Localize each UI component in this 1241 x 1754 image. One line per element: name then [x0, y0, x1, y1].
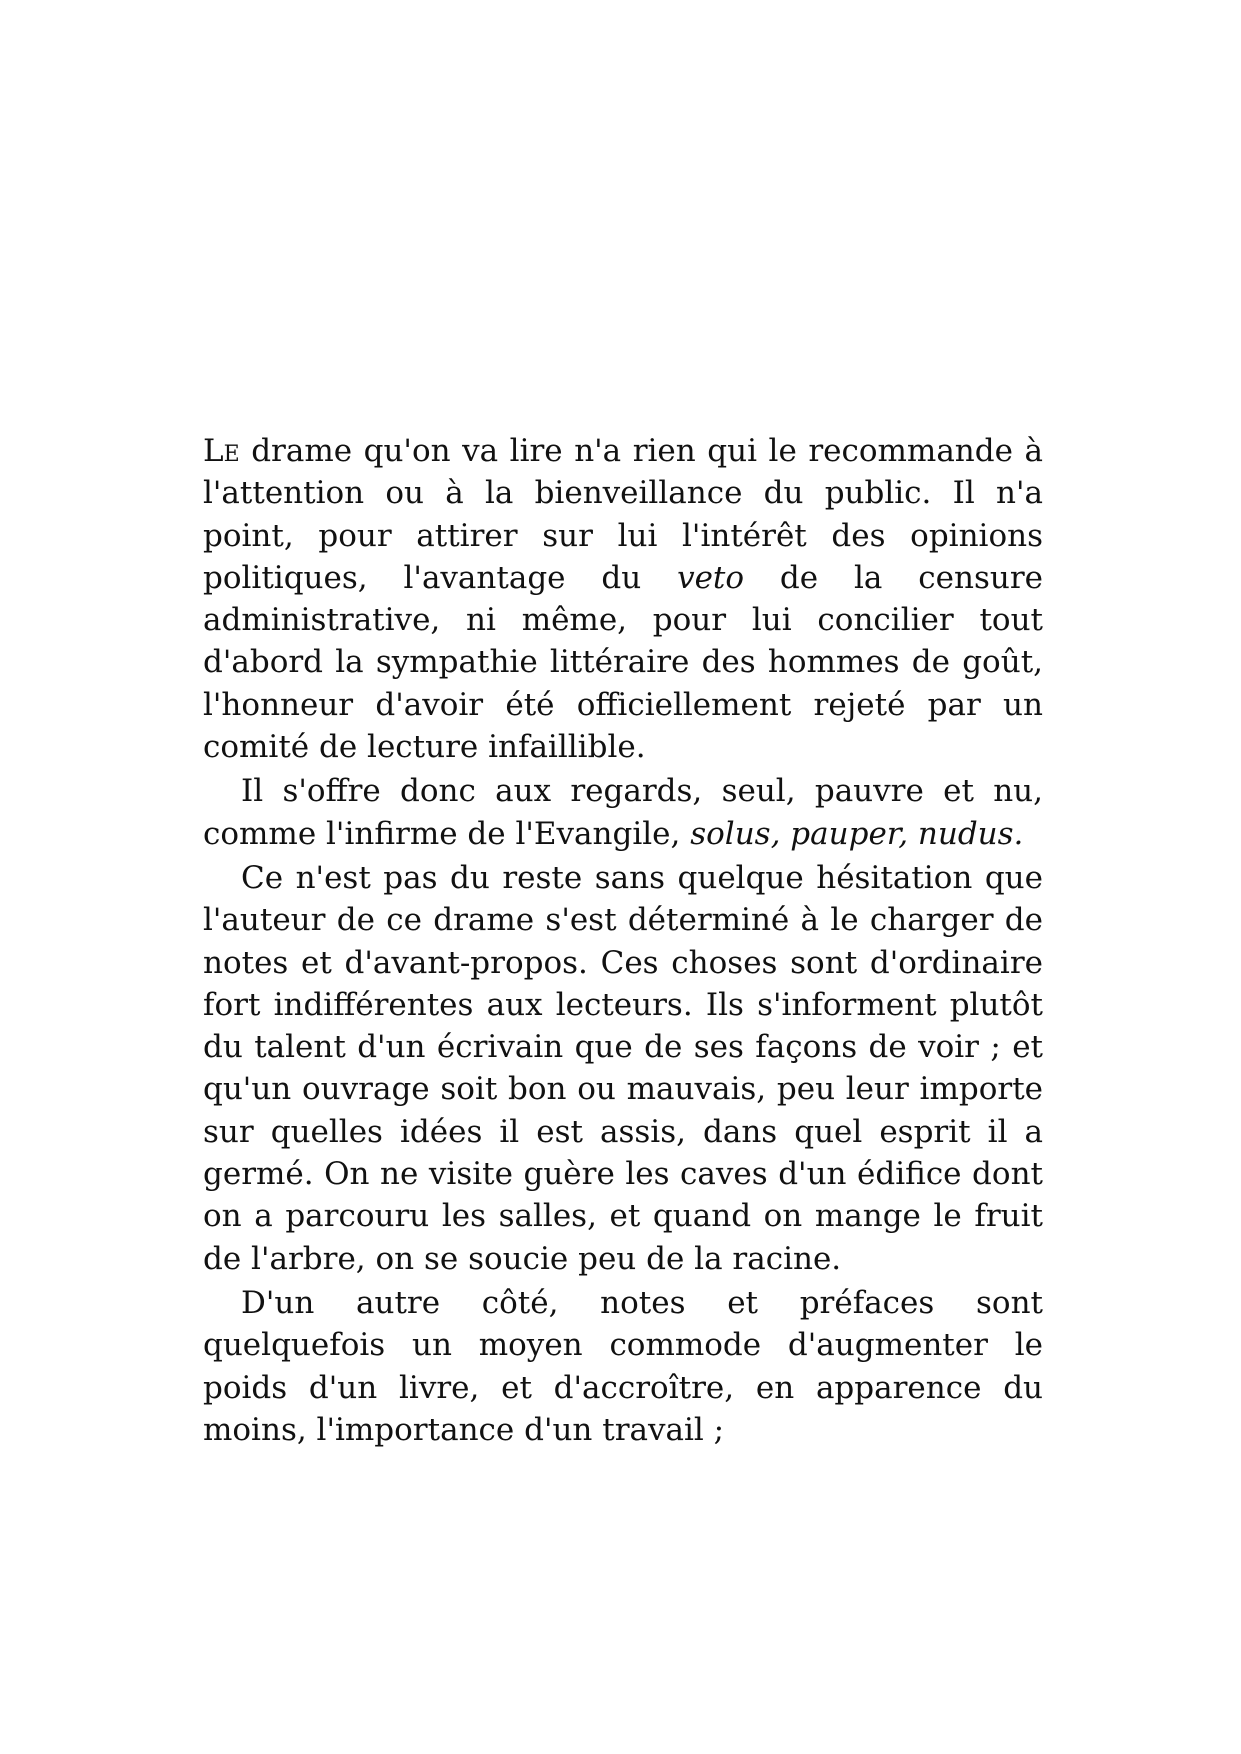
paragraph-2: [203, 770, 1043, 855]
latin-quote: solus, pauper, nudus.: [690, 815, 1024, 852]
preface-text: [203, 430, 1043, 1453]
paragraph-4: [203, 1282, 1043, 1451]
paragraph-2-text: Il s'offre donc aux regards, seul, pauvre et nu, comme l'infirme de l'Evangile,: [203, 773, 1043, 852]
paragraph-1-text-a: drame qu'on va lire n'a rien qui le recommande à l'attention ou à la bienveillance du public. Il n'a point, pour attirer sur lui l'intérêt des opinions politiques, l'avantage du: [203, 433, 1043, 596]
paragraph-3-text: Ce n'est pas du reste sans quelque hésitation que l'auteur de ce drame s'est déterminé à le charger de notes et d'avant-propos. Ces choses sont d'ordinaire fort indifférentes aux lecteurs. Ils s'informent plutôt du talent d'un écrivain que de ses façons de voir ; et qu'un ouvrage soit bon ou mauvais, peu leur importe sur quelles idées il est assis, dans quel esprit il a germé. On ne visite guère les caves d'un édifice dont on a parcouru les salles, et quand on mange le fruit de l'arbre, on se soucie peu de la racine.: [203, 859, 1043, 1277]
paragraph-1: [203, 430, 1043, 768]
veto-word: veto: [677, 559, 745, 596]
paragraph-1-text-b: de la censure administrative, ni même, pour lui concilier tout d'abord la sympathie littéraire des hommes de goût, l'honneur d'avoir été officiellement rejeté par un comité de lecture infaillible.: [203, 559, 1043, 766]
paragraph-4-text: D'un autre côté, notes et préfaces sont quelquefois un moyen commode d'augmenter le poids d'un livre, et d'accroître, en apparence du moins, l'importance d'un travail ;: [203, 1284, 1043, 1448]
paragraph-3: [203, 857, 1043, 1280]
paragraph-1-lead: Le: [203, 433, 240, 469]
